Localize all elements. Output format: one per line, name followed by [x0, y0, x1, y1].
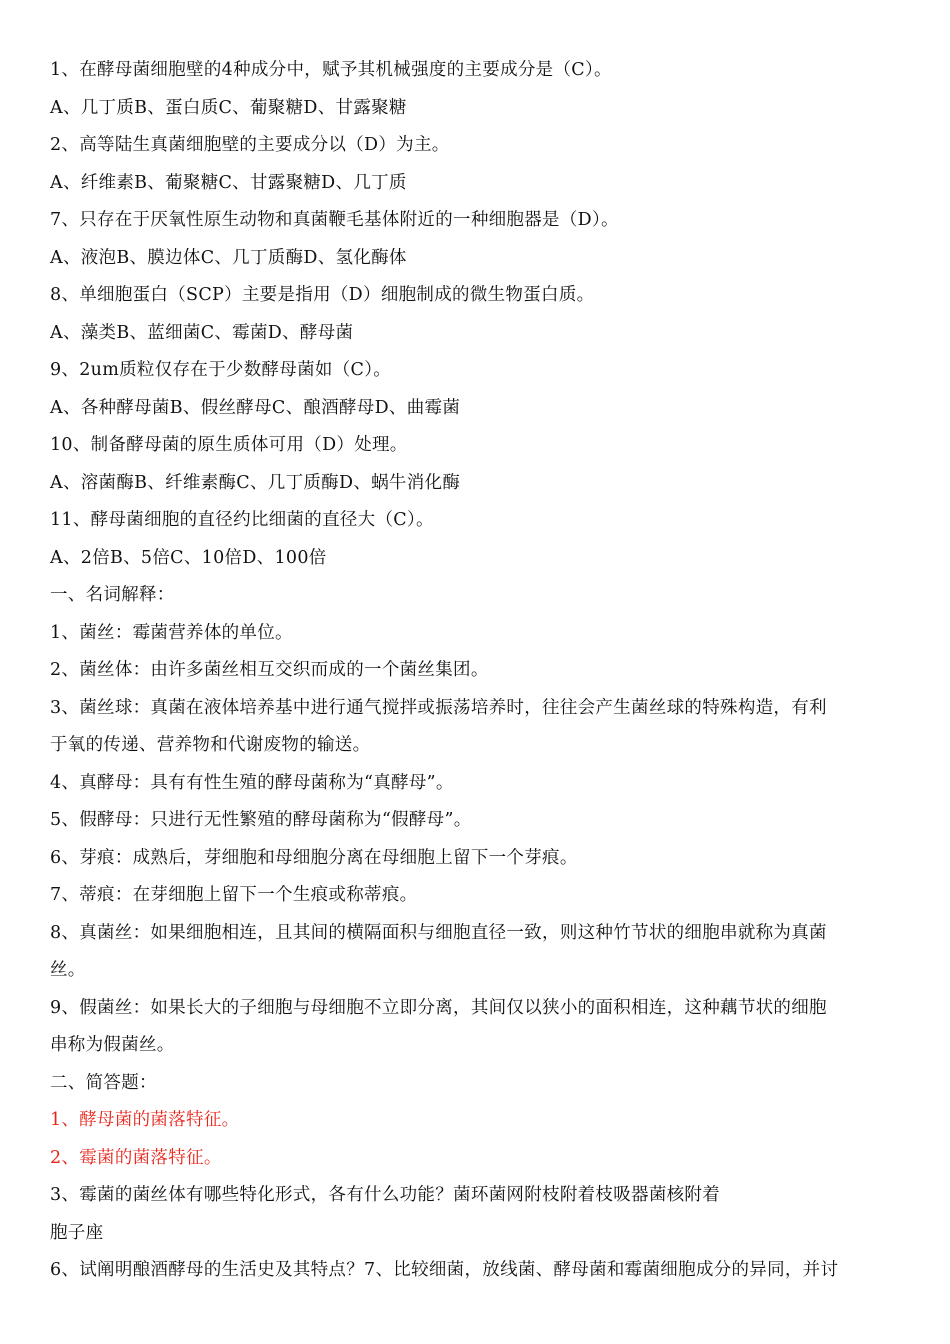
- definition-7: 7、蒂痕：在芽细胞上留下一个生痕或称蒂痕。: [50, 885, 418, 905]
- question-10-options: A、溶菌酶B、纤维素酶C、几丁质酶D、蜗牛消化酶: [50, 472, 461, 493]
- question-2-options: A、纤维素B、葡聚糖C、甘露聚糖D、几丁质: [50, 172, 407, 193]
- question-11: 11、酵母菌细胞的直径约比细菌的直径大（C）。: [50, 510, 434, 530]
- short-answer-3: 3、霉菌的菌丝体有哪些特化形式，各有什么功能？菌环菌网附枝附着枝吸器菌核附着: [50, 1185, 721, 1205]
- definition-9-continued: 串称为假菌丝。: [50, 1035, 175, 1055]
- definition-8: 8、真菌丝：如果细胞相连，且其间的横隔面积与细胞直径一致，则这种竹节状的细胞串就称为真菌: [50, 922, 827, 943]
- short-answer-3-continued: 胞子座: [50, 1222, 104, 1243]
- definition-2: 2、菌丝体：由许多菌丝相互交织而成的一个菌丝集团。: [50, 660, 489, 680]
- definition-8-continued: 丝。: [50, 960, 86, 980]
- definition-3-continued: 于氧的传递、营养物和代谢废物的输送。: [50, 735, 371, 755]
- definition-1: 1、菌丝：霉菌营养体的单位。: [50, 622, 293, 643]
- question-7-options: A、液泡B、膜边体C、几丁质酶D、氢化酶体: [50, 247, 407, 268]
- question-11-options: A、2倍B、5倍C、10倍D、100倍: [50, 547, 327, 568]
- question-1-options: A、几丁质B、蛋白质C、葡聚糖D、甘露聚糖: [50, 97, 407, 118]
- question-1: 1、在酵母菌细胞壁的4种成分中，赋予其机械强度的主要成分是（C）。: [50, 60, 612, 80]
- question-8: 8、单细胞蛋白（SCP）主要是指用（D）细胞制成的微生物蛋白质。: [50, 285, 595, 305]
- definition-3: 3、菌丝球：真菌在液体培养基中进行通气搅拌或振荡培养时，往往会产生菌丝球的特殊构造，有利: [50, 697, 827, 718]
- definition-9: 9、假菌丝：如果长大的子细胞与母细胞不立即分离，其间仅以狭小的面积相连，这种藕节状的细胞: [50, 997, 827, 1018]
- section-heading-definitions: 一、名词解释：: [50, 585, 175, 605]
- question-9: 9、2um质粒仅存在于少数酵母菌如（C）。: [50, 360, 392, 380]
- question-8-options: A、藻类B、蓝细菌C、霉菌D、酵母菌: [50, 322, 354, 343]
- short-answer-2-highlighted: 2、霉菌的菌落特征。: [50, 1147, 222, 1168]
- section-heading-short-answer: 二、简答题：: [50, 1072, 157, 1093]
- question-9-options: A、各种酵母菌B、假丝酵母C、酿酒酵母D、曲霉菌: [50, 397, 461, 418]
- short-answer-6: 6、试阐明酿酒酵母的生活史及其特点？7、比较细菌，放线菌、酵母菌和霉菌细胞成分的异同，并讨: [50, 1260, 839, 1280]
- question-10: 10、制备酵母菌的原生质体可用（D）处理。: [50, 435, 408, 455]
- definition-5: 5、假酵母：只进行无性繁殖的酵母菌称为“假酵母”。: [50, 810, 472, 830]
- question-7: 7、只存在于厌氧性原生动物和真菌鞭毛基体附近的一种细胞器是（D）。: [50, 210, 619, 230]
- question-2: 2、高等陆生真菌细胞壁的主要成分以（D）为主。: [50, 135, 450, 155]
- definition-4: 4、真酵母：具有有性生殖的酵母菌称为“真酵母”。: [50, 772, 454, 793]
- short-answer-1-highlighted: 1、酵母菌的菌落特征。: [50, 1110, 240, 1130]
- definition-6: 6、芽痕：成熟后，芽细胞和母细胞分离在母细胞上留下一个芽痕。: [50, 847, 578, 868]
- document-body: [50, 52, 898, 1290]
